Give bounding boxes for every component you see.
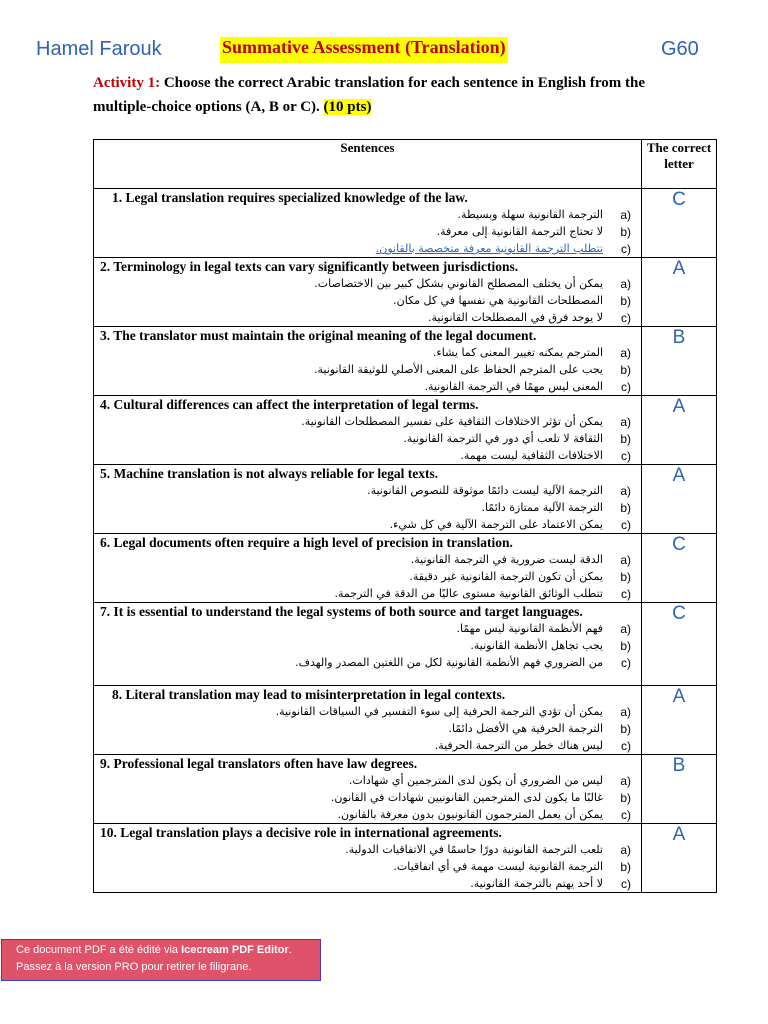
questions-table <box>93 139 717 893</box>
question-cell <box>94 396 642 465</box>
option-letter: c) <box>621 807 631 822</box>
option-letter: a) <box>620 276 631 291</box>
option-text: الترجمة الآلية ليست دائمًا موثوقة للنصوص القانونية. <box>367 484 603 497</box>
option-letter: a) <box>620 552 631 567</box>
question-row <box>94 755 717 824</box>
option-letter: a) <box>620 414 631 429</box>
watermark-notice[interactable] <box>1 939 321 981</box>
question-cell <box>94 327 642 396</box>
option-letter: a) <box>620 704 631 719</box>
questions-body <box>94 189 717 893</box>
question-sentence: 2. Terminology in legal texts can vary significantly between jurisdictions. <box>100 259 519 274</box>
option-text: فهم الأنظمة القانونية ليس مهمًا. <box>456 622 603 635</box>
answer-option <box>94 841 641 858</box>
question-row <box>94 396 717 465</box>
option-letter: a) <box>620 621 631 636</box>
option-text: لا يوجد فرق في المصطلحات القانونية. <box>428 311 603 324</box>
answer-option <box>94 499 641 516</box>
option-letter: b) <box>620 638 631 653</box>
option-letter: b) <box>620 721 631 736</box>
option-text: يمكن الاعتماد على الترجمة الآلية في كل شيء. <box>389 518 603 531</box>
question-sentence: 4. Cultural differences can affect the interpretation of legal terms. <box>100 397 479 412</box>
option-letter: c) <box>621 241 631 256</box>
correct-letter: C <box>642 603 717 686</box>
answer-option <box>94 344 641 361</box>
question-row <box>94 189 717 258</box>
option-text: الترجمة القانونية سهلة وبسيطة. <box>457 208 603 221</box>
option-letter: a) <box>620 207 631 222</box>
question-sentence: 7. It is essential to understand the legal systems of both source and target languages. <box>100 604 583 619</box>
option-text: الترجمة الحرفية هي الأفضل دائمًا. <box>448 722 603 735</box>
question-row <box>94 534 717 603</box>
activity-instruction <box>93 71 683 119</box>
answer-option <box>94 772 641 789</box>
question-sentence: 8. Literal translation may lead to misinterpretation in legal contexts. <box>112 687 506 702</box>
option-letter: b) <box>620 431 631 446</box>
question-cell <box>94 755 642 824</box>
option-letter: b) <box>620 293 631 308</box>
option-letter: c) <box>621 876 631 891</box>
question-cell <box>94 824 642 893</box>
answer-option <box>94 806 641 823</box>
option-text: الترجمة القانونية ليست مهمة في أي اتفاقيات. <box>393 860 603 873</box>
answer-option <box>94 620 641 637</box>
question-cell <box>94 189 642 258</box>
question-row <box>94 465 717 534</box>
option-text: الثقافة لا تلعب أي دور في الترجمة القانونية. <box>403 432 603 445</box>
option-text: تتطلب الوثائق القانونية مستوى عاليًا من الدقة في الترجمة. <box>334 587 603 600</box>
question-cell <box>94 534 642 603</box>
correct-letter: B <box>642 755 717 824</box>
question-sentence: 9. Professional legal translators often have law degrees. <box>100 756 418 771</box>
question-sentence: 1. Legal translation requires specialized knowledge of the law. <box>112 190 468 205</box>
answer-option <box>94 240 641 257</box>
correct-letter: A <box>642 465 717 534</box>
answer-option <box>94 737 641 754</box>
question-sentence: 3. The translator must maintain the original meaning of the legal document. <box>100 328 537 343</box>
answer-option <box>94 875 641 892</box>
option-letter: c) <box>621 517 631 532</box>
option-letter: b) <box>620 362 631 377</box>
answer-option <box>94 585 641 602</box>
question-row <box>94 258 717 327</box>
option-letter: b) <box>620 569 631 584</box>
question-sentence: 10. Legal translation plays a decisive role in international agreements. <box>100 825 502 840</box>
answer-option <box>94 858 641 875</box>
answer-option <box>94 413 641 430</box>
answer-option <box>94 568 641 585</box>
option-text: يجب على المترجم الحفاظ على المعنى الأصلي للوثيقة القانونية. <box>314 363 603 376</box>
option-text: يمكن أن تؤدي الترجمة الحرفية إلى سوء التفسير في السياقات القانونية. <box>275 705 603 718</box>
answer-option <box>94 703 641 720</box>
option-letter: a) <box>620 345 631 360</box>
question-sentence: 6. Legal documents often require a high level of precision in translation. <box>100 535 513 550</box>
correct-letter: A <box>642 686 717 755</box>
answer-option <box>94 361 641 378</box>
option-letter: a) <box>620 842 631 857</box>
option-text: المترجم يمكنه تغيير المعنى كما يشاء. <box>433 346 603 359</box>
watermark-brand: Icecream PDF Editor <box>181 944 289 956</box>
option-letter: b) <box>620 790 631 805</box>
answer-option <box>94 654 641 671</box>
column-header-letter: The correct letter <box>642 140 717 189</box>
question-sentence: 5. Machine translation is not always reliable for legal texts. <box>100 466 439 481</box>
correct-letter: A <box>642 258 717 327</box>
student-name: Hamel Farouk <box>36 38 162 60</box>
option-text: يمكن أن يختلف المصطلح القانوني بشكل كبير بين الاختصاصات. <box>314 277 603 290</box>
correct-letter: A <box>642 824 717 893</box>
correct-letter: C <box>642 189 717 258</box>
option-letter: c) <box>621 379 631 394</box>
option-text: الترجمة الآلية ممتازة دائمًا. <box>481 501 603 514</box>
option-letter: a) <box>620 773 631 788</box>
answer-option <box>94 482 641 499</box>
option-text: يمكن أن تكون الترجمة القانونية غير دقيقة. <box>409 570 603 583</box>
answer-option <box>94 292 641 309</box>
answer-option <box>94 720 641 737</box>
option-letter: c) <box>621 448 631 463</box>
option-text: لا تحتاج الترجمة القانونية إلى معرفة. <box>436 225 603 238</box>
answer-option <box>94 206 641 223</box>
group-code: G60 <box>661 38 699 60</box>
option-text: ليس هناك خطر من الترجمة الحرفية. <box>434 739 603 752</box>
answer-option <box>94 637 641 654</box>
option-letter: b) <box>620 224 631 239</box>
watermark-line-2: Passez à la version PRO pour retirer le filigrane. <box>16 961 252 973</box>
option-letter: c) <box>621 310 631 325</box>
activity-label: Activity 1: <box>93 75 161 91</box>
question-cell <box>94 603 642 686</box>
option-text: الدقة ليست ضرورية في الترجمة القانونية. <box>410 553 603 566</box>
option-text: يمكن أن تؤثر الاختلافات الثقافية على تفسير المصطلحات القانونية. <box>301 415 603 428</box>
option-letter: a) <box>620 483 631 498</box>
option-text: يمكن أن يعمل المترجمون القانونيون بدون معرفة بالقانون. <box>337 808 603 821</box>
column-header-sentences: Sentences <box>94 140 642 189</box>
question-row <box>94 327 717 396</box>
question-cell <box>94 258 642 327</box>
answer-option <box>94 275 641 292</box>
option-letter: c) <box>621 586 631 601</box>
table-header-row <box>94 140 717 189</box>
answer-option <box>94 309 641 326</box>
option-text: ليس من الضروري أن يكون لدى المترجمين أي شهادات. <box>348 774 603 787</box>
page-title: Summative Assessment (Translation) <box>220 37 508 63</box>
watermark-line-1: Ce document PDF a été édité via Icecream PDF Editor. <box>16 944 292 956</box>
activity-text: Choose the correct Arabic translation for each sentence in English from the multiple-choice options (A, B or C). <box>93 75 646 115</box>
question-row <box>94 824 717 893</box>
option-text: تتطلب الترجمة القانونية معرفة متخصصة بالقانون. <box>375 242 603 255</box>
answer-option <box>94 516 641 533</box>
option-text: المعنى ليس مهمًا في الترجمة القانونية. <box>424 380 603 393</box>
answer-option <box>94 378 641 395</box>
option-letter: b) <box>620 859 631 874</box>
option-text: المصطلحات القانونية هي نفسها في كل مكان. <box>393 294 603 307</box>
answer-option <box>94 551 641 568</box>
option-letter: c) <box>621 655 631 670</box>
answer-option <box>94 223 641 240</box>
activity-points: (10 pts) <box>323 99 372 115</box>
answer-option <box>94 789 641 806</box>
option-text: من الضروري فهم الأنظمة القانونية لكل من اللغتين المصدر والهدف. <box>295 656 603 669</box>
answer-option <box>94 430 641 447</box>
option-text: تلعب الترجمة القانونية دورًا حاسمًا في الاتفاقيات الدولية. <box>345 843 603 856</box>
correct-letter: B <box>642 327 717 396</box>
option-text: لا أحد يهتم بالترجمة القانونية. <box>470 877 603 890</box>
question-cell <box>94 686 642 755</box>
option-letter: b) <box>620 500 631 515</box>
option-text: الاختلافات الثقافية ليست مهمة. <box>460 449 603 462</box>
option-text: يجب تجاهل الأنظمة القانونية. <box>470 639 603 652</box>
question-row <box>94 603 717 686</box>
correct-letter: C <box>642 534 717 603</box>
correct-letter: A <box>642 396 717 465</box>
option-text: غالبًا ما يكون لدى المترجمين القانونيين شهادات في القانون. <box>330 791 603 804</box>
option-letter: c) <box>621 738 631 753</box>
question-row <box>94 686 717 755</box>
question-cell <box>94 465 642 534</box>
answer-option <box>94 447 641 464</box>
